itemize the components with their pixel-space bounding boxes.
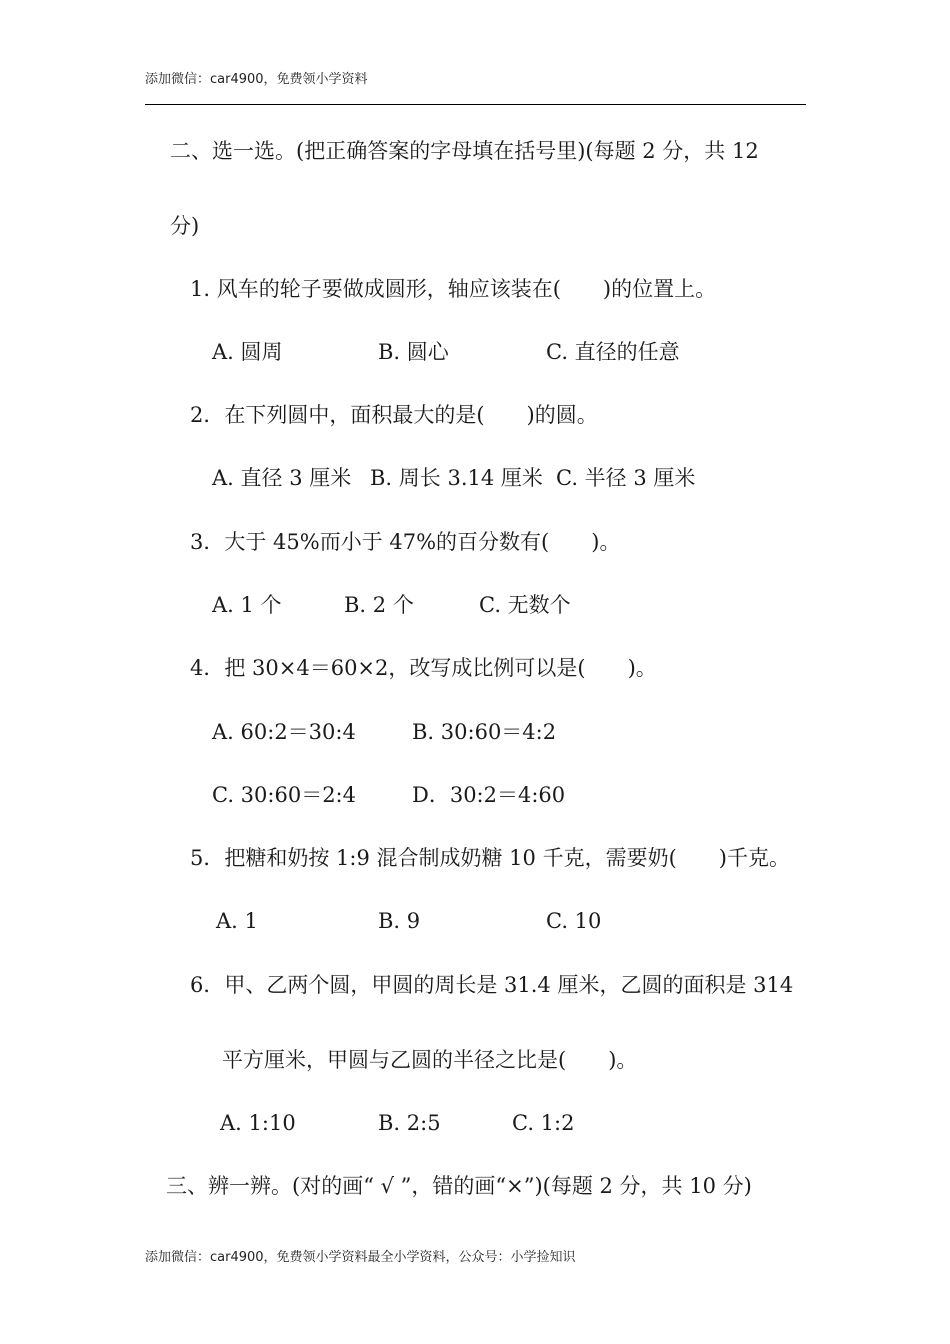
option-b: B. 30:60＝4:2 — [412, 720, 557, 744]
option-a: A. 直径 3 厘米 — [212, 466, 352, 490]
page-footer: 添加微信：car4900，免费领小学资料最全小学资料，公众号：小学捡知识 — [145, 1250, 576, 1265]
option-a: A. 60:2＝30:4 — [212, 720, 356, 744]
section2-title: 二、选一选。(把正确答案的字母填在括号里)(每题 2 分，共 12 — [170, 139, 759, 163]
option-a: A. 1:10 — [220, 1111, 296, 1135]
question-6: 6．甲、乙两个圆，甲圆的周长是 31.4 厘米，乙圆的面积是 314 — [190, 973, 794, 997]
page-header: 添加微信：car4900，免费领小学资料 — [145, 72, 368, 87]
section3-title: 三、辨一辨。(对的画“ √ ”，错的画“×”)(每题 2 分，共 10 分) — [166, 1174, 752, 1198]
option-b: B. 2 个 — [344, 593, 414, 617]
question-5: 5．把糖和奶按 1:9 混合制成奶糖 10 千克，需要奶( )千克。 — [190, 846, 790, 870]
option-a: A. 1 个 — [212, 593, 282, 617]
option-b: B. 圆心 — [378, 340, 449, 364]
option-b: B. 周长 3.14 厘米 — [370, 466, 543, 490]
option-b: B. 9 — [378, 909, 421, 933]
option-c: C. 直径的任意 — [546, 340, 680, 364]
option-c: C. 30:60＝2:4 — [212, 783, 356, 807]
header-divider — [145, 104, 806, 105]
option-c: C. 无数个 — [479, 593, 571, 617]
option-c: C. 1:2 — [512, 1111, 575, 1135]
section2-title-cont: 分) — [170, 214, 200, 238]
question-2: 2．在下列圆中，面积最大的是( )的圆。 — [190, 403, 598, 427]
question-6-cont: 平方厘米，甲圆与乙圆的半径之比是( )。 — [222, 1048, 638, 1072]
option-d: D．30:2＝4:60 — [412, 783, 566, 807]
question-4: 4．把 30×4＝60×2，改写成比例可以是( )。 — [190, 656, 657, 680]
question-1: 1. 风车的轮子要做成圆形，轴应该装在( )的位置上。 — [190, 277, 717, 301]
option-c: C. 半径 3 厘米 — [556, 466, 696, 490]
option-a: A. 圆周 — [212, 340, 283, 364]
option-a: A. 1 — [216, 909, 258, 933]
option-c: C. 10 — [546, 909, 602, 933]
question-3: 3．大于 45%而小于 47%的百分数有( )。 — [190, 530, 621, 554]
option-b: B. 2:5 — [378, 1111, 441, 1135]
